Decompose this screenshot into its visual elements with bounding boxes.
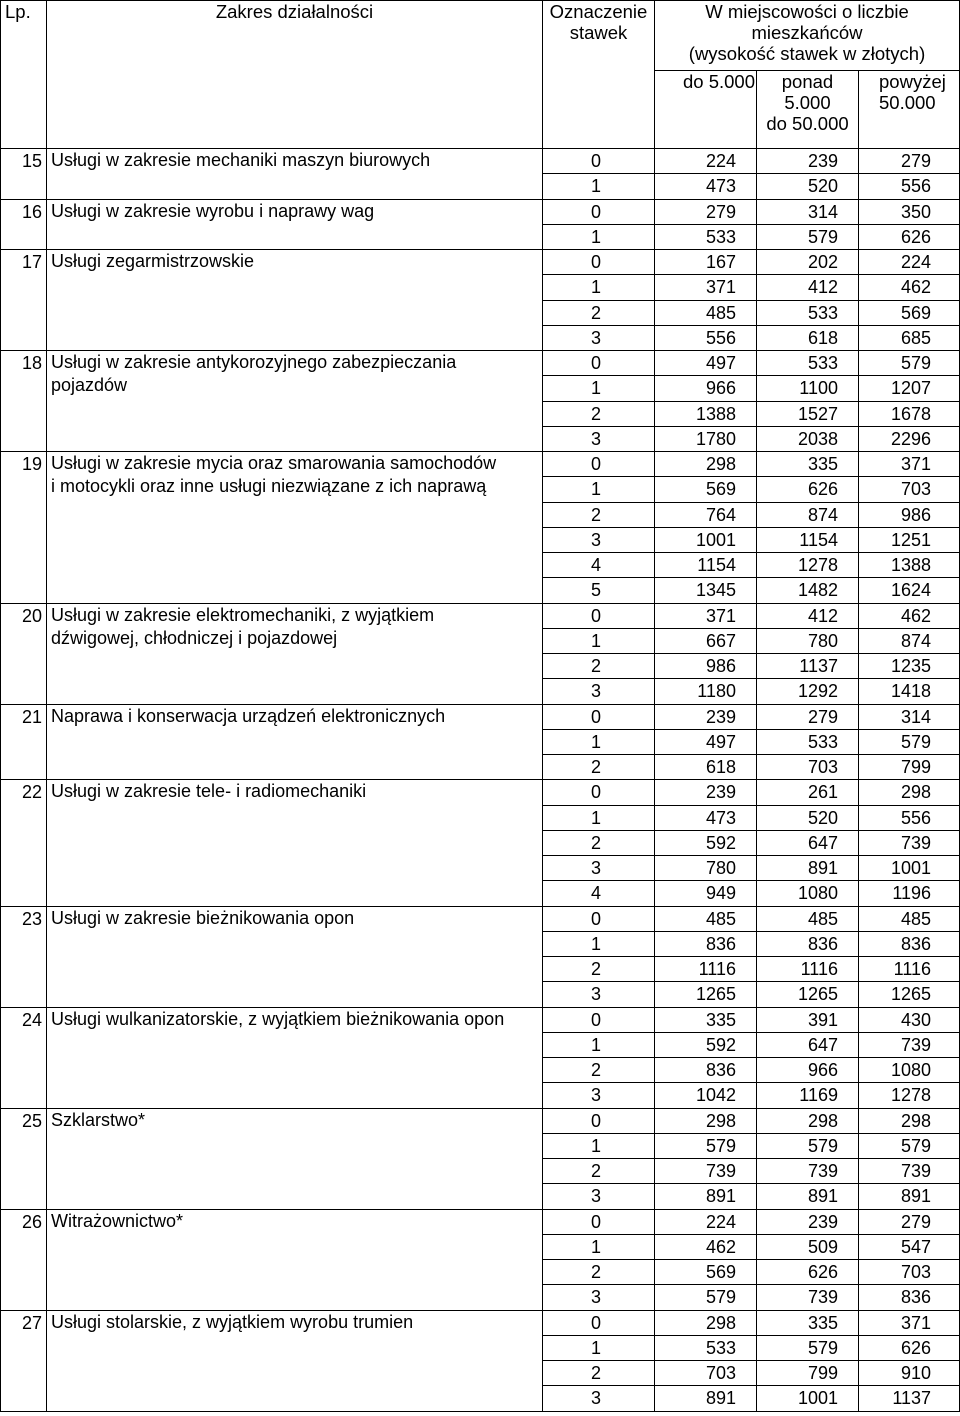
- rate-5000-50000: 836: [757, 931, 859, 956]
- rate-over-50000: 298: [859, 780, 960, 805]
- header-zakres: [47, 1, 543, 149]
- rate-over-50000: 298: [859, 1108, 960, 1133]
- rate-over-50000: 1137: [859, 1386, 960, 1411]
- rate-up-to-5000: 986: [655, 654, 757, 679]
- rate-up-to-5000: 579: [655, 1285, 757, 1310]
- table-row: [1, 149, 960, 174]
- rate-up-to-5000: 224: [655, 1209, 757, 1234]
- rate-code: 3: [543, 982, 655, 1007]
- rate-code: 2: [543, 957, 655, 982]
- rate-code: 2: [543, 300, 655, 325]
- rate-5000-50000: 647: [757, 1032, 859, 1057]
- rate-over-50000: 224: [859, 250, 960, 275]
- table-row: [1, 250, 960, 275]
- header-group-line2: mieszkańców: [751, 22, 863, 43]
- rate-up-to-5000: 1180: [655, 679, 757, 704]
- rate-over-50000: 891: [859, 1184, 960, 1209]
- rate-5000-50000: 520: [757, 174, 859, 199]
- rate-code: 3: [543, 679, 655, 704]
- rate-code: 0: [543, 780, 655, 805]
- rate-code: 1: [543, 477, 655, 502]
- row-lp: 16: [1, 199, 47, 250]
- rate-up-to-5000: 556: [655, 325, 757, 350]
- rate-5000-50000: 1116: [757, 957, 859, 982]
- rate-5000-50000: 780: [757, 628, 859, 653]
- rate-over-50000: 279: [859, 1209, 960, 1234]
- description-line: Usługi w zakresie tele- i radiomechaniki: [51, 781, 367, 802]
- rate-over-50000: 569: [859, 300, 960, 325]
- row-description: [47, 1108, 543, 1209]
- rate-code: 1: [543, 376, 655, 401]
- rate-up-to-5000: 239: [655, 704, 757, 729]
- rate-up-to-5000: 891: [655, 1184, 757, 1209]
- rate-code: 3: [543, 1285, 655, 1310]
- rate-code: 0: [543, 1310, 655, 1335]
- rate-over-50000: 626: [859, 1335, 960, 1360]
- rate-over-50000: 1207: [859, 376, 960, 401]
- rate-up-to-5000: 618: [655, 755, 757, 780]
- rate-up-to-5000: 497: [655, 351, 757, 376]
- rate-5000-50000: 1292: [757, 679, 859, 704]
- row-lp: 17: [1, 250, 47, 351]
- rate-5000-50000: 335: [757, 452, 859, 477]
- rate-5000-50000: 412: [757, 603, 859, 628]
- description-line: Usługi zegarmistrzowskie: [51, 251, 255, 271]
- rate-over-50000: 1388: [859, 553, 960, 578]
- rate-5000-50000: 647: [757, 830, 859, 855]
- header-oznaczenie: [543, 1, 655, 149]
- header-group-line1: W miejscowości o liczbie: [705, 1, 909, 22]
- rate-code: 2: [543, 1058, 655, 1083]
- rate-over-50000: 1678: [859, 401, 960, 426]
- rate-over-50000: 836: [859, 1285, 960, 1310]
- description-line: Usługi w zakresie mechaniki maszyn biurowych: [51, 150, 431, 170]
- rate-code: 1: [543, 1335, 655, 1360]
- rate-over-50000: 579: [859, 351, 960, 376]
- rate-code: 2: [543, 1159, 655, 1184]
- rate-over-50000: 1251: [859, 527, 960, 552]
- rate-up-to-5000: 473: [655, 174, 757, 199]
- row-description: [47, 704, 543, 780]
- rate-5000-50000: 891: [757, 1184, 859, 1209]
- header-col2-line3: do 50.000: [766, 113, 849, 134]
- row-description: [47, 1007, 543, 1108]
- rate-up-to-5000: 533: [655, 1335, 757, 1360]
- rate-over-50000: 1418: [859, 679, 960, 704]
- rate-code: 1: [543, 1234, 655, 1259]
- description-line: Usługi w zakresie elektromechaniki, z wyjątkiem: [51, 604, 435, 625]
- rate-over-50000: 836: [859, 931, 960, 956]
- row-description: [47, 780, 543, 906]
- rate-5000-50000: 298: [757, 1108, 859, 1133]
- rate-up-to-5000: 473: [655, 805, 757, 830]
- rate-over-50000: 739: [859, 830, 960, 855]
- rate-up-to-5000: 1345: [655, 578, 757, 603]
- rate-code: 0: [543, 906, 655, 931]
- rate-code: 3: [543, 1083, 655, 1108]
- rate-over-50000: 2296: [859, 426, 960, 451]
- rate-5000-50000: 579: [757, 1335, 859, 1360]
- rate-5000-50000: 1278: [757, 553, 859, 578]
- description-line: Naprawa i konserwacja urządzeń elektronicznych: [51, 705, 446, 726]
- rate-code: 0: [543, 1209, 655, 1234]
- rate-code: 0: [543, 704, 655, 729]
- rate-5000-50000: 335: [757, 1310, 859, 1335]
- rate-code: 3: [543, 426, 655, 451]
- rate-up-to-5000: 836: [655, 931, 757, 956]
- rate-code: 4: [543, 881, 655, 906]
- rate-code: 4: [543, 553, 655, 578]
- header-col1-label: do 5.000: [683, 71, 756, 92]
- rate-code: 0: [543, 250, 655, 275]
- rate-code: 1: [543, 174, 655, 199]
- rate-5000-50000: 891: [757, 856, 859, 881]
- description-line: Usługi stolarskie, z wyjątkiem wyrobu trumien: [51, 1311, 414, 1332]
- rate-over-50000: 986: [859, 502, 960, 527]
- rate-up-to-5000: 1116: [655, 957, 757, 982]
- table-row: [1, 1108, 960, 1133]
- rate-up-to-5000: 298: [655, 1108, 757, 1133]
- rate-over-50000: 1196: [859, 881, 960, 906]
- rate-5000-50000: 626: [757, 477, 859, 502]
- rate-up-to-5000: 224: [655, 149, 757, 174]
- rate-code: 1: [543, 1032, 655, 1057]
- row-lp: 24: [1, 1007, 47, 1108]
- rate-over-50000: 371: [859, 1310, 960, 1335]
- rate-over-50000: 703: [859, 477, 960, 502]
- rate-5000-50000: 1169: [757, 1083, 859, 1108]
- rate-code: 3: [543, 325, 655, 350]
- rate-code: 2: [543, 1260, 655, 1285]
- rate-up-to-5000: 497: [655, 729, 757, 754]
- row-lp: 18: [1, 351, 47, 452]
- rate-5000-50000: 579: [757, 224, 859, 249]
- rate-over-50000: 430: [859, 1007, 960, 1032]
- rate-up-to-5000: 966: [655, 376, 757, 401]
- rate-up-to-5000: 949: [655, 881, 757, 906]
- table-row: [1, 199, 960, 224]
- rate-5000-50000: 1527: [757, 401, 859, 426]
- rate-up-to-5000: 371: [655, 275, 757, 300]
- table-row: [1, 1310, 960, 1335]
- rate-code: 0: [543, 351, 655, 376]
- rate-over-50000: 1235: [859, 654, 960, 679]
- header-col3-line2: 50.000: [879, 92, 936, 113]
- row-description: [47, 149, 543, 200]
- rate-over-50000: 485: [859, 906, 960, 931]
- row-lp: 20: [1, 603, 47, 704]
- rate-up-to-5000: 167: [655, 250, 757, 275]
- rate-up-to-5000: 780: [655, 856, 757, 881]
- rate-up-to-5000: 1001: [655, 527, 757, 552]
- rate-code: 1: [543, 931, 655, 956]
- rate-up-to-5000: 1388: [655, 401, 757, 426]
- rate-5000-50000: 239: [757, 149, 859, 174]
- row-description: [47, 1310, 543, 1411]
- description-line: Usługi w zakresie antykorozyjnego zabezpieczania: [51, 352, 457, 372]
- rate-5000-50000: 202: [757, 250, 859, 275]
- rate-up-to-5000: 569: [655, 477, 757, 502]
- rate-over-50000: 547: [859, 1234, 960, 1259]
- row-lp: 27: [1, 1310, 47, 1411]
- row-description: [47, 603, 543, 704]
- rate-over-50000: 1265: [859, 982, 960, 1007]
- rate-up-to-5000: 279: [655, 199, 757, 224]
- rate-code: 2: [543, 830, 655, 855]
- header-col2-line2: 5.000: [784, 92, 831, 113]
- rate-up-to-5000: 1265: [655, 982, 757, 1007]
- header-col2-line1: ponad: [781, 71, 834, 92]
- rate-over-50000: 371: [859, 452, 960, 477]
- rate-up-to-5000: 298: [655, 452, 757, 477]
- rate-5000-50000: 279: [757, 704, 859, 729]
- header-lp: [1, 1, 47, 149]
- row-description: [47, 199, 543, 250]
- table-body: [1, 149, 960, 1412]
- rate-5000-50000: 703: [757, 755, 859, 780]
- rate-5000-50000: 391: [757, 1007, 859, 1032]
- rate-5000-50000: 2038: [757, 426, 859, 451]
- table-row: [1, 1007, 960, 1032]
- header-col2: [757, 71, 859, 149]
- header-lp-label: Lp.: [5, 1, 31, 22]
- rate-up-to-5000: 298: [655, 1310, 757, 1335]
- rate-5000-50000: 1100: [757, 376, 859, 401]
- rate-5000-50000: 579: [757, 1133, 859, 1158]
- table-row: [1, 603, 960, 628]
- rate-5000-50000: 1080: [757, 881, 859, 906]
- description-line: Witrażownictwo*: [51, 1210, 184, 1231]
- row-lp: 26: [1, 1209, 47, 1310]
- table-row: [1, 906, 960, 931]
- rate-up-to-5000: 569: [655, 1260, 757, 1285]
- rate-over-50000: 579: [859, 729, 960, 754]
- rate-code: 2: [543, 401, 655, 426]
- row-description: [47, 351, 543, 452]
- description-line: Usługi w zakresie mycia oraz smarowania samochodów: [51, 453, 497, 473]
- rate-5000-50000: 799: [757, 1361, 859, 1386]
- rate-up-to-5000: 485: [655, 906, 757, 931]
- rate-code: 3: [543, 856, 655, 881]
- description-line: Usługi w zakresie wyrobu i naprawy wag: [51, 200, 375, 221]
- description-line: Usługi w zakresie bieżnikowania opon: [51, 907, 355, 928]
- rate-5000-50000: 509: [757, 1234, 859, 1259]
- rate-over-50000: 739: [859, 1032, 960, 1057]
- rate-over-50000: 739: [859, 1159, 960, 1184]
- rate-up-to-5000: 1042: [655, 1083, 757, 1108]
- rate-over-50000: 1116: [859, 957, 960, 982]
- row-lp: 22: [1, 780, 47, 906]
- header-oznaczenie-line1: Oznaczenie: [549, 1, 648, 22]
- rate-up-to-5000: 371: [655, 603, 757, 628]
- rate-over-50000: 350: [859, 199, 960, 224]
- rate-5000-50000: 239: [757, 1209, 859, 1234]
- rate-5000-50000: 533: [757, 729, 859, 754]
- row-description: [47, 250, 543, 351]
- table-row: [1, 780, 960, 805]
- rate-over-50000: 279: [859, 149, 960, 174]
- rate-over-50000: 703: [859, 1260, 960, 1285]
- description-line: dźwigowej, chłodniczej i pojazdowej: [51, 627, 338, 648]
- rate-code: 3: [543, 1184, 655, 1209]
- rate-up-to-5000: 739: [655, 1159, 757, 1184]
- header-col1: [655, 71, 757, 149]
- rate-over-50000: 462: [859, 603, 960, 628]
- rate-5000-50000: 1265: [757, 982, 859, 1007]
- rate-up-to-5000: 335: [655, 1007, 757, 1032]
- rate-5000-50000: 1482: [757, 578, 859, 603]
- rate-over-50000: 1624: [859, 578, 960, 603]
- rate-code: 2: [543, 502, 655, 527]
- rate-over-50000: 462: [859, 275, 960, 300]
- rate-5000-50000: 618: [757, 325, 859, 350]
- table-row: [1, 452, 960, 477]
- rate-up-to-5000: 485: [655, 300, 757, 325]
- rate-over-50000: 910: [859, 1361, 960, 1386]
- rate-up-to-5000: 836: [655, 1058, 757, 1083]
- rate-5000-50000: 1154: [757, 527, 859, 552]
- rate-over-50000: 685: [859, 325, 960, 350]
- rate-up-to-5000: 891: [655, 1386, 757, 1411]
- row-description: [47, 1209, 543, 1310]
- rate-5000-50000: 485: [757, 906, 859, 931]
- header-oznaczenie-line2: stawek: [569, 22, 628, 43]
- rate-over-50000: 556: [859, 805, 960, 830]
- rate-5000-50000: 626: [757, 1260, 859, 1285]
- rate-up-to-5000: 703: [655, 1361, 757, 1386]
- rate-over-50000: 626: [859, 224, 960, 249]
- rate-5000-50000: 533: [757, 300, 859, 325]
- rate-over-50000: 1278: [859, 1083, 960, 1108]
- rate-code: 0: [543, 452, 655, 477]
- header-col3: [859, 71, 960, 149]
- rate-up-to-5000: 667: [655, 628, 757, 653]
- rate-code: 2: [543, 755, 655, 780]
- rate-5000-50000: 1001: [757, 1386, 859, 1411]
- rate-code: 0: [543, 199, 655, 224]
- rate-code: 5: [543, 578, 655, 603]
- table-row: [1, 351, 960, 376]
- rate-code: 0: [543, 1007, 655, 1032]
- rate-5000-50000: 412: [757, 275, 859, 300]
- row-lp: 15: [1, 149, 47, 200]
- rate-up-to-5000: 1154: [655, 553, 757, 578]
- rate-5000-50000: 261: [757, 780, 859, 805]
- rate-up-to-5000: 592: [655, 1032, 757, 1057]
- rate-code: 2: [543, 654, 655, 679]
- rate-code: 1: [543, 224, 655, 249]
- rate-code: 1: [543, 1133, 655, 1158]
- rate-code: 0: [543, 149, 655, 174]
- table-row: [1, 704, 960, 729]
- rate-5000-50000: 520: [757, 805, 859, 830]
- row-lp: 19: [1, 452, 47, 604]
- rate-over-50000: 1080: [859, 1058, 960, 1083]
- rate-5000-50000: 314: [757, 199, 859, 224]
- rate-up-to-5000: 579: [655, 1133, 757, 1158]
- table-row: [1, 1209, 960, 1234]
- rate-over-50000: 556: [859, 174, 960, 199]
- rate-up-to-5000: 764: [655, 502, 757, 527]
- rate-code: 0: [543, 603, 655, 628]
- description-line: i motocykli oraz inne usługi niezwiązane z ich naprawą: [51, 476, 487, 496]
- rate-code: 1: [543, 805, 655, 830]
- description-line: Szklarstwo*: [51, 1109, 146, 1130]
- row-lp: 21: [1, 704, 47, 780]
- rate-over-50000: 1001: [859, 856, 960, 881]
- rate-code: 2: [543, 1361, 655, 1386]
- rate-up-to-5000: 462: [655, 1234, 757, 1259]
- rate-5000-50000: 739: [757, 1159, 859, 1184]
- rate-code: 3: [543, 527, 655, 552]
- rate-code: 1: [543, 628, 655, 653]
- row-lp: 23: [1, 906, 47, 1007]
- rate-5000-50000: 739: [757, 1285, 859, 1310]
- rate-code: 3: [543, 1386, 655, 1411]
- rate-over-50000: 874: [859, 628, 960, 653]
- rate-up-to-5000: 533: [655, 224, 757, 249]
- rate-up-to-5000: 592: [655, 830, 757, 855]
- rate-5000-50000: 966: [757, 1058, 859, 1083]
- rate-5000-50000: 533: [757, 351, 859, 376]
- header-zakres-label: Zakres działalności: [215, 1, 374, 22]
- rate-5000-50000: 1137: [757, 654, 859, 679]
- rate-over-50000: 314: [859, 704, 960, 729]
- rate-code: 1: [543, 275, 655, 300]
- row-description: [47, 906, 543, 1007]
- rate-over-50000: 799: [859, 755, 960, 780]
- rate-up-to-5000: 239: [655, 780, 757, 805]
- rate-over-50000: 579: [859, 1133, 960, 1158]
- rate-up-to-5000: 1780: [655, 426, 757, 451]
- header-group: [655, 1, 960, 71]
- row-lp: 25: [1, 1108, 47, 1209]
- row-description: [47, 452, 543, 604]
- description-line: pojazdów: [51, 375, 128, 395]
- description-line: Usługi wulkanizatorskie, z wyjątkiem bieżnikowania opon: [51, 1008, 505, 1029]
- rate-5000-50000: 874: [757, 502, 859, 527]
- header-group-line3: (wysokość stawek w złotych): [688, 43, 926, 64]
- header-col3-line1: powyżej: [879, 71, 946, 92]
- rate-code: 1: [543, 729, 655, 754]
- rate-code: 0: [543, 1108, 655, 1133]
